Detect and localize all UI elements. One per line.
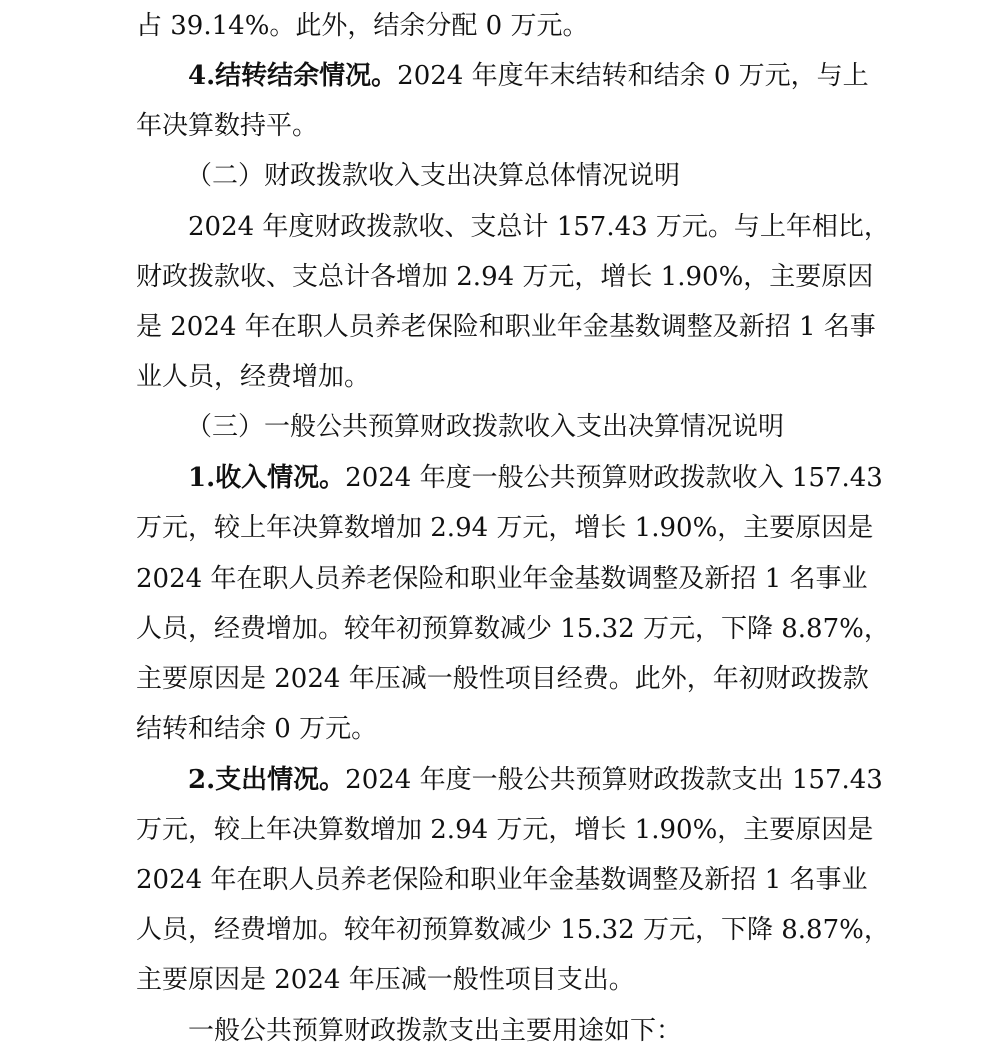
section-heading-general-budget: [186, 410, 876, 444]
body-text: 万元，较上年决算数增加 2.94 万元，增长 1.90%，主要原因是: [136, 513, 874, 543]
paragraph-line: [188, 1014, 876, 1048]
body-text: 万元，较上年决算数增加 2.94 万元，增长 1.90%，主要原因是: [136, 815, 874, 845]
body-text: 2024 年度财政拨款收、支总计 157.43 万元。与上年相比，: [188, 212, 890, 242]
section-heading-fiscal-overview: [186, 159, 876, 193]
body-text: 占 39.14%。此外，结余分配 0 万元。: [136, 11, 589, 41]
body-text: 2024 年度年末结转和结余 0 万元，与上: [397, 61, 869, 91]
section-heading-income: 1.收入情况。: [188, 463, 346, 493]
section-heading-carryover: 4.结转结余情况。: [188, 61, 398, 91]
paragraph-line: [136, 612, 890, 646]
body-text: 是 2024 年在职人员养老保险和职业年金基数调整及新招 1 名事: [136, 312, 876, 342]
body-text: 财政拨款收、支总计各增加 2.94 万元，增长 1.90%，主要原因: [136, 262, 874, 292]
body-text: 2024 年度一般公共预算财政拨款收入 157.43: [345, 463, 883, 493]
section-heading-text: （二）财政拨款收入支出决算总体情况说明: [186, 161, 681, 191]
body-text: 人员，经费增加。较年初预算数减少 15.32 万元，下降 8.87%，: [136, 614, 890, 644]
paragraph-line: [136, 712, 876, 746]
body-text: 2024 年度一般公共预算财政拨款支出 157.43: [345, 765, 883, 795]
paragraph-line: [136, 109, 876, 143]
paragraph-line: [188, 210, 890, 244]
body-text: 结转和结余 0 万元。: [136, 714, 378, 744]
body-text: 主要原因是 2024 年压减一般性项目经费。此外，年初财政拨款: [136, 664, 869, 694]
paragraph-line: [136, 963, 876, 997]
body-text: 业人员，经费增加。: [136, 362, 371, 392]
paragraph-line: [136, 863, 876, 897]
paragraph-line: [188, 763, 883, 797]
body-text: 人员，经费增加。较年初预算数减少 15.32 万元，下降 8.87%，: [136, 915, 890, 945]
paragraph-line: [136, 813, 876, 847]
paragraph-line: [188, 59, 876, 93]
body-text: 一般公共预算财政拨款支出主要用途如下：: [188, 1016, 683, 1046]
body-text: 2024 年在职人员养老保险和职业年金基数调整及新招 1 名事业: [136, 564, 868, 594]
paragraph-line: [136, 360, 876, 394]
body-text: 年决算数持平。: [136, 111, 319, 141]
paragraph-line: [136, 913, 890, 947]
section-heading-expenditure: 2.支出情况。: [188, 765, 346, 795]
paragraph-line: [136, 511, 876, 545]
paragraph-line: [136, 310, 876, 344]
paragraph-line: [136, 9, 876, 43]
paragraph-line: [136, 662, 876, 696]
paragraph-line: [136, 562, 876, 596]
paragraph-line: [188, 461, 883, 495]
body-text: 主要原因是 2024 年压减一般性项目支出。: [136, 965, 635, 995]
section-heading-text: （三）一般公共预算财政拨款收入支出决算情况说明: [186, 412, 785, 442]
paragraph-line: [136, 260, 876, 294]
body-text: 2024 年在职人员养老保险和职业年金基数调整及新招 1 名事业: [136, 865, 868, 895]
